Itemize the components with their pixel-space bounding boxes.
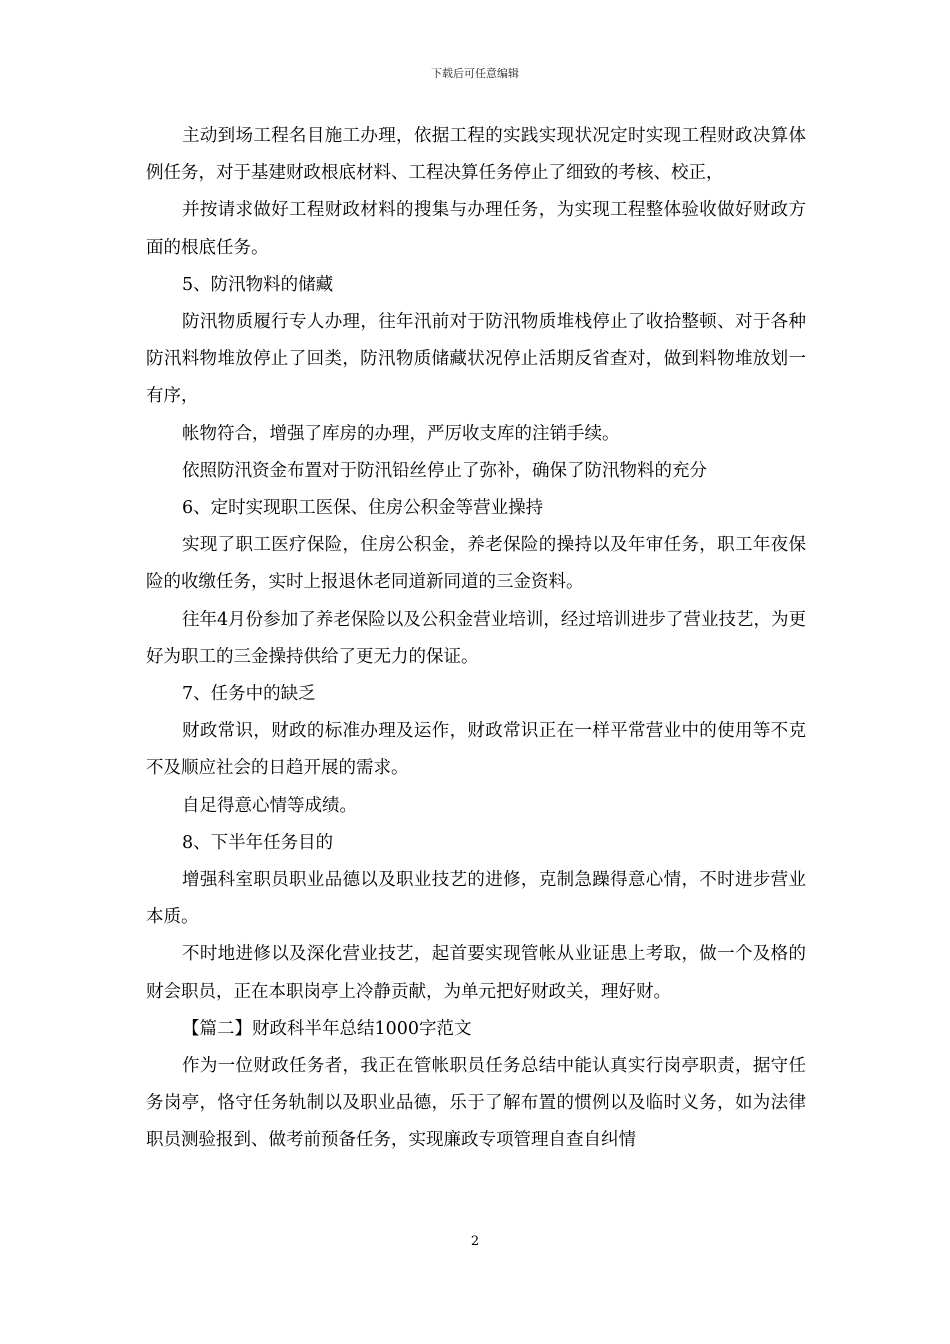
paragraph: 自足得意心情等成绩。 xyxy=(182,795,357,816)
paragraph: 往年4月份参加了养老保险以及公积金营业培训，经过培训进步了营业技艺，为更好为职工的三金操持供给了更无力的保证。 xyxy=(146,609,806,667)
paragraph: 增强科室职员职业品德以及职业技艺的进修，克制急躁得意心情，不时进步营业本质。 xyxy=(146,870,806,928)
section-heading: 7、任务中的缺乏 xyxy=(182,684,316,705)
paragraph: 不时地进修以及深化营业技艺，起首要实现管帐从业证患上考取，做一个及格的财会职员，正在本职岗亭上冷静贡献，为单元把好财政关，理好财。 xyxy=(146,944,806,1002)
paragraph: 作为一位财政任务者，我正在管帐职员任务总结中能认真实行岗亭职责，据守任务岗亭，恪守任务轨制以及职业品德，乐于了解布置的惯例以及临时义务，如为法律职员测验报到、做考前预备任务，实现廉政专项管理自查自纠情 xyxy=(146,1056,806,1151)
page-header: 下载后可任意编辑 xyxy=(431,67,519,80)
paragraph: 并按请求做好工程财政材料的搜集与办理任务，为实现工程整体验收做好财政方面的根底任务。 xyxy=(146,200,806,258)
document-body xyxy=(146,118,806,1160)
paragraph: 实现了职工医疗保险，住房公积金，养老保险的操持以及年审任务，职工年夜保险的收缴任务，实时上报退休老同道新同道的三金资料。 xyxy=(146,535,806,593)
paragraph: 主动到场工程名目施工办理，依据工程的实践实现状况定时实现工程财政决算体例任务，对于基建财政根底材料、工程决算任务停止了细致的考核、校正， xyxy=(146,126,806,184)
section-heading: 6、定时实现职工医保、住房公积金等营业操持 xyxy=(182,498,544,519)
section-heading: 8、下半年任务目的 xyxy=(182,832,334,853)
paragraph: 帐物符合，增强了库房的办理，严厉收支库的注销手续。 xyxy=(182,423,620,444)
paragraph: 防汛物质履行专人办理，往年汛前对于防汛物质堆栈停止了收拾整顿、对于各种防汛料物堆放停止了回类，防汛物质储藏状况停止活期反省查对，做到料物堆放划一有序， xyxy=(146,312,806,407)
paragraph: 财政常识，财政的标准办理及运作，财政常识正在一样平常营业中的使用等不克不及顺应社会的日趋开展的需求。 xyxy=(146,721,806,779)
section-heading: 5、防汛物料的储藏 xyxy=(182,274,334,295)
paragraph: 依照防汛资金布置对于防汛铅丝停止了弥补，确保了防汛物料的充分 xyxy=(182,460,707,481)
page-number: 2 xyxy=(470,1234,480,1249)
article-heading: 【篇二】财政科半年总结1000字范文 xyxy=(182,1018,472,1039)
